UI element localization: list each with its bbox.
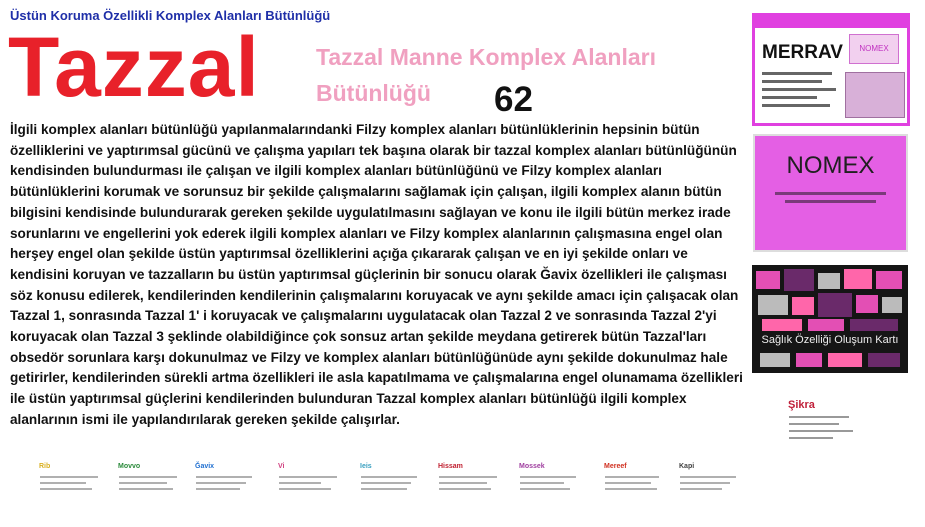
sikra-text-line bbox=[789, 437, 833, 439]
thumbnail-line bbox=[439, 482, 487, 484]
thumbnail-label: Rib bbox=[39, 463, 51, 470]
merrav-header-strip bbox=[755, 16, 907, 28]
saglik-tile bbox=[792, 297, 814, 315]
thumbnail-line bbox=[520, 476, 576, 478]
thumbnail-hissam[interactable] bbox=[436, 462, 502, 500]
saglik-label: Sağlık Özelliği Oluşum Kartı bbox=[752, 334, 908, 350]
thumbnail-line bbox=[520, 488, 570, 490]
page-number: 62 bbox=[494, 80, 533, 119]
thumbnail-line bbox=[40, 488, 92, 490]
merrav-text-line bbox=[762, 104, 830, 107]
saglik-tile bbox=[760, 353, 790, 367]
nomex-text-line bbox=[775, 192, 886, 195]
saglik-tile bbox=[844, 269, 872, 289]
thumbnail-line bbox=[439, 476, 497, 478]
thumbnail-mossek[interactable] bbox=[517, 462, 583, 500]
body-paragraph: İlgili komplex alanları bütünlüğü yapılanmalarındanki Filzy komplex alanları bütünlüklerinin hepsinin bütün özelliklerini ve yaptırımsal gücünü ve çalışma yapıları tek başına olarak bir tazzal komplex alanları bütünlüğünün kendisinden bulundurması ile çalışan ve ilgili komplex alanları bütünlüğünü ve Filzy komplex alanları bütünlüklerini korumak ve sorunsuz bir şekilde çalışmalarını sağlamak için çalışan, ilgili komplex alanın bütün bilgisini kendisinde bulundurarak gereken şekilde uygulatılmasını sağlayan ve konu ile ilgili bütün merkez irade sorunlarını ve engellerini yok ederek ilgili komplex alanları ve Filzy komplex alanlarının çalışmasına engel olan herşey engel olan şekilde üstün yaptırımsal özelliklerini açığa çıkararak çalışan ve en iyi şekilde onları ve kendisini koruyan ve tazzalların bu üstün yaptırımsal güçlerinin bir sonucu olarak Ğavix özellikleri ile çalışması söz konusu edilerek, kendilerinden kendilerinin çalışmalarını koruyacak ve aynı şekilde amacı için çalışacak olan Tazzal 1, sonrasında Tazzal 1' i koruyacak ve çalışmalarını uygulatacak olan Tazzal 2 ve sonrasında Tazzal 2'yi koruyacak olan Tazzal 3 şeklinde olabildiğince çok sonsuz artan şekilde meydana getirerek bütün Tazzal'ları obsedör sorunlara karşı dokunulmaz ve Filzy ve komplex alanları bütünlüğünüde aynı şekilde dokunulmaz hale getirirler, kendilerinden sürekli artma özellikleri ile asla kapatılmama ve çalışmalarına engel olunamama özellikleri ile üstün yaptırımsal güçlerini kendilerinden bulunduran Tazzal komplex alanları bütünlüğü ilgili komplex alanlarının ismi ile yapılandırılarak gereken şekilde çalışırlar. bbox=[10, 122, 743, 427]
thumbnail-line bbox=[605, 488, 657, 490]
merrav-image bbox=[845, 72, 905, 118]
thumbnail-label: Vi bbox=[278, 463, 285, 470]
thumbnail-label: Mossek bbox=[519, 463, 545, 470]
thumbnail-line bbox=[119, 476, 177, 478]
thumbnail-line bbox=[40, 476, 98, 478]
sikra-text-line bbox=[789, 430, 853, 432]
merrav-logo: NOMEX bbox=[849, 34, 899, 64]
merrav-text-line bbox=[762, 96, 817, 99]
thumbnail-line bbox=[361, 488, 407, 490]
thumbnail-label: Movvo bbox=[118, 463, 141, 470]
nomex-title: NOMEX bbox=[786, 152, 875, 179]
thumbnail-label: Ğavix bbox=[195, 463, 215, 470]
thumbnail-gavix[interactable] bbox=[193, 462, 259, 500]
saglik-tile bbox=[856, 295, 878, 313]
sikra-text-line bbox=[789, 423, 839, 425]
sikra-card[interactable] bbox=[786, 396, 860, 446]
thumbnail-line bbox=[361, 482, 411, 484]
thumbnail-rib[interactable] bbox=[37, 462, 103, 500]
merrav-text-line bbox=[762, 88, 836, 91]
saglik-tile bbox=[796, 353, 822, 367]
thumbnail-mereef[interactable] bbox=[602, 462, 668, 500]
thumbnail-line bbox=[361, 476, 417, 478]
thumbnail-vi[interactable] bbox=[276, 462, 342, 500]
saglik-tile bbox=[758, 295, 788, 315]
merrav-title: MERRAV bbox=[762, 42, 843, 63]
thumbnail-movvo[interactable] bbox=[116, 462, 182, 500]
sikra-text-line bbox=[789, 416, 849, 418]
saglik-tile bbox=[876, 271, 902, 289]
thumbnail-line bbox=[279, 476, 337, 478]
merrav-text-line bbox=[762, 72, 832, 75]
thumbnail-label: Hissam bbox=[438, 463, 463, 470]
saglik-tile bbox=[808, 319, 844, 331]
saglik-tile bbox=[818, 273, 840, 289]
thumbnail-line bbox=[520, 482, 564, 484]
saglik-tile bbox=[850, 319, 898, 331]
thumbnail-line bbox=[279, 482, 321, 484]
thumbnail-line bbox=[605, 482, 651, 484]
thumbnail-line bbox=[119, 488, 173, 490]
thumbnail-line bbox=[680, 476, 736, 478]
thumbnail-line bbox=[119, 482, 167, 484]
merrav-text-line bbox=[762, 80, 822, 83]
thumbnail-line bbox=[279, 488, 331, 490]
saglik-tile bbox=[756, 271, 780, 289]
saglik-tile bbox=[818, 293, 852, 317]
saglik-tile bbox=[882, 297, 902, 313]
saglik-tile bbox=[828, 353, 862, 367]
saglik-tile bbox=[868, 353, 900, 367]
sikra-title: Şikra bbox=[788, 399, 815, 411]
thumbnail-line bbox=[680, 488, 722, 490]
thumbnail-line bbox=[680, 482, 730, 484]
thumbnail-ieis[interactable] bbox=[358, 462, 424, 500]
thumbnail-line bbox=[196, 488, 240, 490]
thumbnail-line bbox=[439, 488, 491, 490]
thumbnail-label: Mereef bbox=[604, 463, 627, 470]
brand-title: Tazzal bbox=[8, 20, 260, 114]
thumbnail-kapi[interactable] bbox=[677, 462, 743, 500]
merrav-card[interactable] bbox=[752, 13, 910, 126]
saglik-tile bbox=[762, 319, 802, 331]
thumbnail-line bbox=[196, 476, 252, 478]
thumbnail-line bbox=[605, 476, 659, 478]
nomex-card[interactable] bbox=[753, 134, 908, 252]
saglik-tile bbox=[784, 269, 814, 291]
subtitle: Tazzal Manne Komplex Alanları Bütünlüğü bbox=[316, 44, 656, 106]
thumbnail-label: Ieis bbox=[360, 463, 372, 470]
top-heading: Üstün Koruma Özellikli Komplex Alanları Bütünlüğü bbox=[10, 8, 331, 23]
thumbnail-label: Kapi bbox=[679, 463, 695, 470]
thumbnail-line bbox=[196, 482, 246, 484]
saglik-card[interactable] bbox=[752, 265, 908, 373]
thumbnail-line bbox=[40, 482, 86, 484]
nomex-text-line bbox=[785, 200, 876, 203]
